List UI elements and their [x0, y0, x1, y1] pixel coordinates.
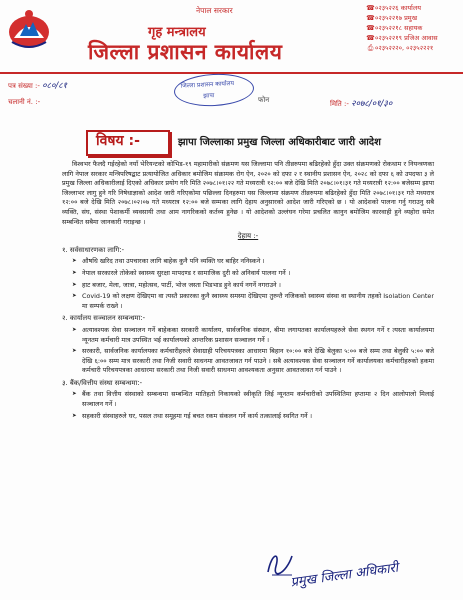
- phone-icon: ☎: [366, 14, 375, 22]
- list-item: ➤ सहकारी संस्थाहरुले घर, पसल तथा समूहमा गई बचत रकम संकलन गर्ने कार्य तत्कालाई स्थगित गर्ने ।: [82, 412, 434, 422]
- list-item: ➤ हाट बजार, मेला, जात्रा, महोत्सव, पार्टी, भोज जस्ता भिडभाड हुने कार्य नगर्ने नगराउने ।: [82, 281, 434, 291]
- phone-icon: ☎: [366, 4, 375, 12]
- signatory-title: प्रमुख जिल्ला अधिकारी: [289, 560, 400, 591]
- gov-heading: नेपाल सरकार: [196, 6, 233, 15]
- patra-sankhya: पत्र संख्या :- ०८०/८१: [8, 81, 68, 91]
- fax-phone-label: फोन: [258, 96, 270, 104]
- list-item: ➤ नेपाल सरकारले तोकेको स्वास्थ्य सुरक्षा मापदण्ड र सामाजिक दुरी को अनिवार्य पालना गर्ने ।: [82, 269, 434, 279]
- intro-paragraph: विश्वभर फैलदै गईरहेको नयाँ भेरियन्टको कोभिड-१९ महामारीको संक्रमण यस जिल्लामा पनि तीव्ररुपमा बढिरहेको हुँदा उक्त संक्रमणको रोकथाम र नियन्त्रणका लागि नेपाल सरकार मन्त्रिपरिषद्बाट प्रत्यायोजित अधिकार बमोजिम संक्रामक रोग ऐन, २०२० को दफा २ र स्थानीय प्रशासन ऐन, २०२८ को दफा ६ को उपदफा ३ ले प्रमुख जिल्ला अधिकारीलाई दिएको अधिकार प्रयोग गरि मिति २०७८।०१।२२ गते मध्यरात्री १२:०० बजे देखि मिति २०७८।०१।३१ गते मध्यरात्री १२:०० बजेसम्म झापा जिल्लाभर लागु हुने गरि निषेधाज्ञाको आदेश जारी गरिएकोमा पछिल्ला दिनहरुमा यस जिल्लामा संक्रमण तीव्ररुपमा बढिरहेको हुँदा मिति २०७८।०१।३१ गते मध्यरात्र १२:०० बजे देखि मिति २०७८।०२।०७ गते मध्यरात्र १२:०० बजे सम्मका लागि देहाय अनुसारको आदेश जारी गरिएको छ । यो आदेशको पालना गर्नु गराउनु सबै व्यक्ति, संघ, संस्था पेशाकर्मी व्यवसायी तथा आम नागरिकको कर्तव्य हुनेछ । यो आदेशको उल्लंघन गरेमा प्रचलित कानुन बमोजिम कारवाही हुने व्यहोरा समेत सम्बन्धित सबैमा जानकारी गराइन्छ ।: [62, 160, 434, 226]
- list-item: ➤ अत्यावश्यक सेवा सञ्चालन गर्ने बाहेकका सरकारी कार्यालय, सार्वजनिक संस्थान, बीमा लगायतका कार्यालयहरुले सेवा स्थगन गर्ने र त्यस्ता कार्यालयमा न्यूनतम कर्मचारी मात्र उपस्थित भई कार्यालयको आन्तरिक प्रशासन सञ्चालन गर्ने ।: [82, 326, 434, 345]
- phone-icon: ☎: [366, 24, 375, 32]
- list-item: ➤ औषधि खरिद तथा उपचारका लागि बाहेक कुनै पनि व्यक्ति घर बाहिर ननिस्कने ।: [82, 257, 434, 267]
- nepal-emblem-icon: [6, 8, 52, 50]
- ministry-heading: गृह मन्त्रालय: [148, 25, 206, 40]
- phone-icon: ☎: [366, 34, 375, 42]
- date-value: २०७८/०१/३०: [351, 99, 393, 109]
- header-divider: [0, 72, 463, 74]
- section-list: [62, 257, 434, 311]
- contact-block: [366, 3, 458, 53]
- subject-label: विषय :-: [96, 133, 140, 149]
- contact-line: ☎०२३५२२१९ प्रजिअ आवास: [366, 34, 438, 42]
- section-title: २. कार्यालय सञ्चालन सम्बन्धमा:-: [62, 314, 146, 323]
- contact-line: ☎०२३५२२१८ सहायक: [366, 24, 423, 32]
- subject-text: झापा जिल्लाका प्रमुख जिल्ला अधिकारीबाट जारी आदेश: [178, 137, 381, 148]
- section-list: [62, 390, 434, 421]
- dehaya-heading: देहाय :-: [237, 232, 259, 241]
- office-heading: जिल्ला प्रशासन कार्यालय: [88, 40, 283, 64]
- list-item: ➤ Covid-19 को लक्षण देखिएमा वा त्यस्तै प्रकारका कुनै स्वास्थ्य समस्या देखिएमा तुरुन्तै नजिकको स्वास्थ्य संस्था वा स्थानीय तहको Isolation Center मा सम्पर्क राख्ने ।: [82, 292, 434, 311]
- patra-sankhya-value: ०८०/८१: [42, 81, 68, 91]
- chalani-number: चलानी नं. :-: [8, 98, 41, 106]
- office-stamp: जिल्ला प्रशासन कार्यालय झापा: [173, 72, 255, 108]
- contact-line: ☎०२३५२२१७ प्रमुख: [366, 14, 418, 22]
- section-title: ३. बैंक/वित्तीय संस्था सम्बन्धमा:-: [62, 378, 143, 387]
- date-field: मिति :- २०७८/०१/३०: [330, 99, 393, 109]
- contact-line: ☎०२३५२२६ कार्यालय: [366, 4, 422, 12]
- list-item: ➤ बैंक तथा वित्तीय संस्थाको सम्बन्धमा सम्बन्धित मातिहतो निकायको स्वीकृति लिई न्यूनतम कर्मचारीको उपस्थितिमा हप्तामा २ दिन आलोपालो मिलाई सञ्चालन गर्ने ।: [82, 390, 434, 409]
- contact-line: ⎙ ०२३५२२२०, ०२३५२२२१: [367, 44, 434, 52]
- fax-icon: ⎙: [367, 44, 374, 52]
- order-body: [62, 160, 434, 424]
- list-item: ➤ सरकारी, सार्वजनिक कार्यालयका कर्मचारीहरुले सेवाग्राही परिचयपत्रका आधारमा बिहान १०:०० बजे देखि बेलुका ५:०० बजे सम्म तथा बेलुकी ५:०० बजे देखि ६:०० सम्म मात्र सरकारी तथा निजी सवारी साधनमा आवतजावत गर्न पाउने । सबै अत्यावश्यक सेवा सञ्चालन गर्ने कार्यालयका कर्मचारीहरुको हकमा कर्मचारी परिचयपत्रका आधारमा सरकारी तथा निजी सवारी साधनमा आवश्यकता अनुसार आवतजावत गर्न पाउने ।: [82, 347, 434, 376]
- section-title: १. सर्वसाधारणका लागि:-: [62, 245, 125, 254]
- section-list: [62, 326, 434, 376]
